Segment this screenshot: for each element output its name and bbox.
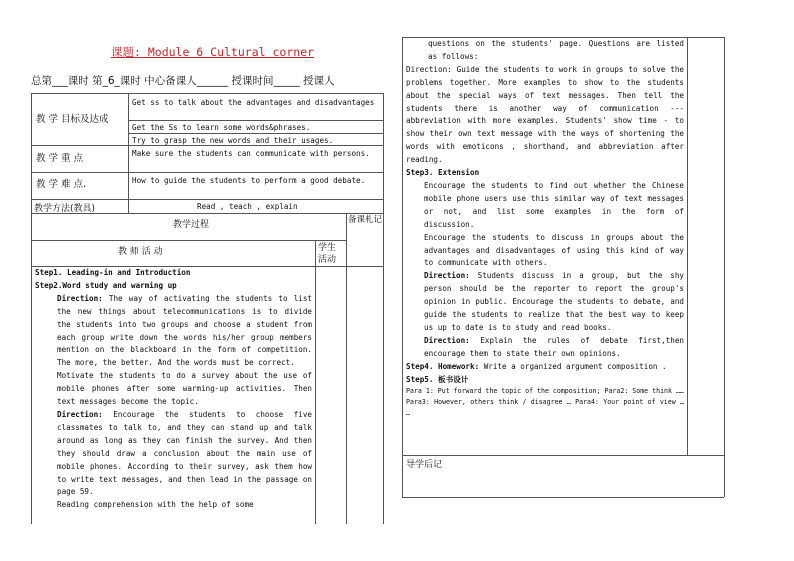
board-line-1: Para 1: Put forward the topic of the composition; Para2: Some think …… — [406, 387, 684, 396]
direction-paragraph-2: Direction: Encourage the students to choose five classmates to talk to, and they can stand up and talk around as long as they can finish the survey. And then they should draw a conclusion about the main use of mobile phones. According to their survey, ask them how to write text messages, and then lead in the passage on page 59. — [57, 409, 312, 497]
process-label: 教学过程 — [173, 220, 210, 230]
step5-heading: Step5. 板书设计 — [406, 374, 469, 384]
left-lesson-body — [35, 267, 312, 512]
key-points-label: 教 学 重 点 — [36, 153, 84, 164]
step1-heading: Step1. Leading-in and Introduction — [35, 268, 191, 277]
extension-paragraph-1: Encourage the students to find out whether the Chinese mobile phone users use this similar way of text messages or not, and list some examples in the form of discussion. — [424, 180, 684, 229]
direction-paragraph-5: Direction: Explain the rules of debate first,then encourage them to state their own opinions. — [424, 335, 684, 358]
notes-label: 备课札记 — [348, 215, 383, 225]
right-lesson-body — [406, 38, 684, 419]
survey-paragraph: Motivate the students to do a survey about the use of mobile phones after some warming-up activities. Then text messages become the topic. — [57, 371, 312, 407]
extension-paragraph-2: Encourage the students to discuss in groups about the advantages and disadvantages of using this kind of way to communicate with others. — [424, 232, 684, 268]
teacher-activity-label: 教 师 活 动 — [118, 247, 163, 257]
after-class-notes-label: 导学后记 — [406, 460, 443, 470]
difficult-points: How to guide the students to perform a good debate. — [132, 176, 366, 185]
method-label: 教学方法(教具) — [34, 204, 96, 214]
step3-heading: Step3. Extension — [406, 168, 480, 178]
method-value: Read , teach , explain — [197, 202, 298, 211]
key-points: Make sure the students can communicate with persons. — [132, 149, 370, 158]
direction-paragraph-4: Direction: Students discuss in a group, but the shy person should be the reporter to report the group's opinion in public. Encourage the students to debate, and guide the students to realize that the best way to keep us up to date is to study and read books. — [424, 271, 684, 332]
lesson-meta: 总第___课时 第_6_课时 中心备课人______ 授课时间_____ 授课人 — [31, 75, 335, 87]
board-line-2: Para3: However, others think / disagree … Para4: Your point of view … … — [406, 398, 684, 418]
direction-paragraph-3: Direction: Guide the students to work in groups to solve the problems together. More examples to show to the students about the special ways of text messages. Then tell the students there is another way of communication --- abbreviation with more examples. Students' show time - to show their own text message with the ways of shortening the words with emoticons , shorthand, and abbreviation after reading. — [406, 64, 684, 165]
page-title: 课题: Module 6 Cultural corner — [111, 45, 315, 59]
step4-homework: Step4. Homework: Write a organized argument composition . — [406, 361, 667, 371]
objective-3: Try to grasp the new words and their usages. — [132, 136, 334, 145]
direction-paragraph-1: Direction: The way of activating the students to list the new things about telecommunications is to divide the students into two groups and choose a student from each group write down the words his/her group members mention on the blackboard in the form of competition. The more, the better. And the words must be correct. — [57, 293, 312, 368]
questions-paragraph: questions on the students' page. Questions are listed as follows: — [428, 39, 684, 61]
student-activity-label: 学生活动 — [318, 243, 337, 265]
objectives-label: 教 学 目标及达成 — [36, 114, 109, 125]
objective-2: Get the Ss to learn some words&phrases. — [132, 123, 311, 132]
difficult-points-label: 教 学 难 点. — [36, 179, 87, 190]
objective-1: Get ss to talk about the advantages and disadvantages — [132, 98, 375, 107]
reading-paragraph: Reading comprehension with the help of some — [57, 500, 254, 510]
step2-heading: Step2.Word study and warming up — [35, 280, 177, 290]
